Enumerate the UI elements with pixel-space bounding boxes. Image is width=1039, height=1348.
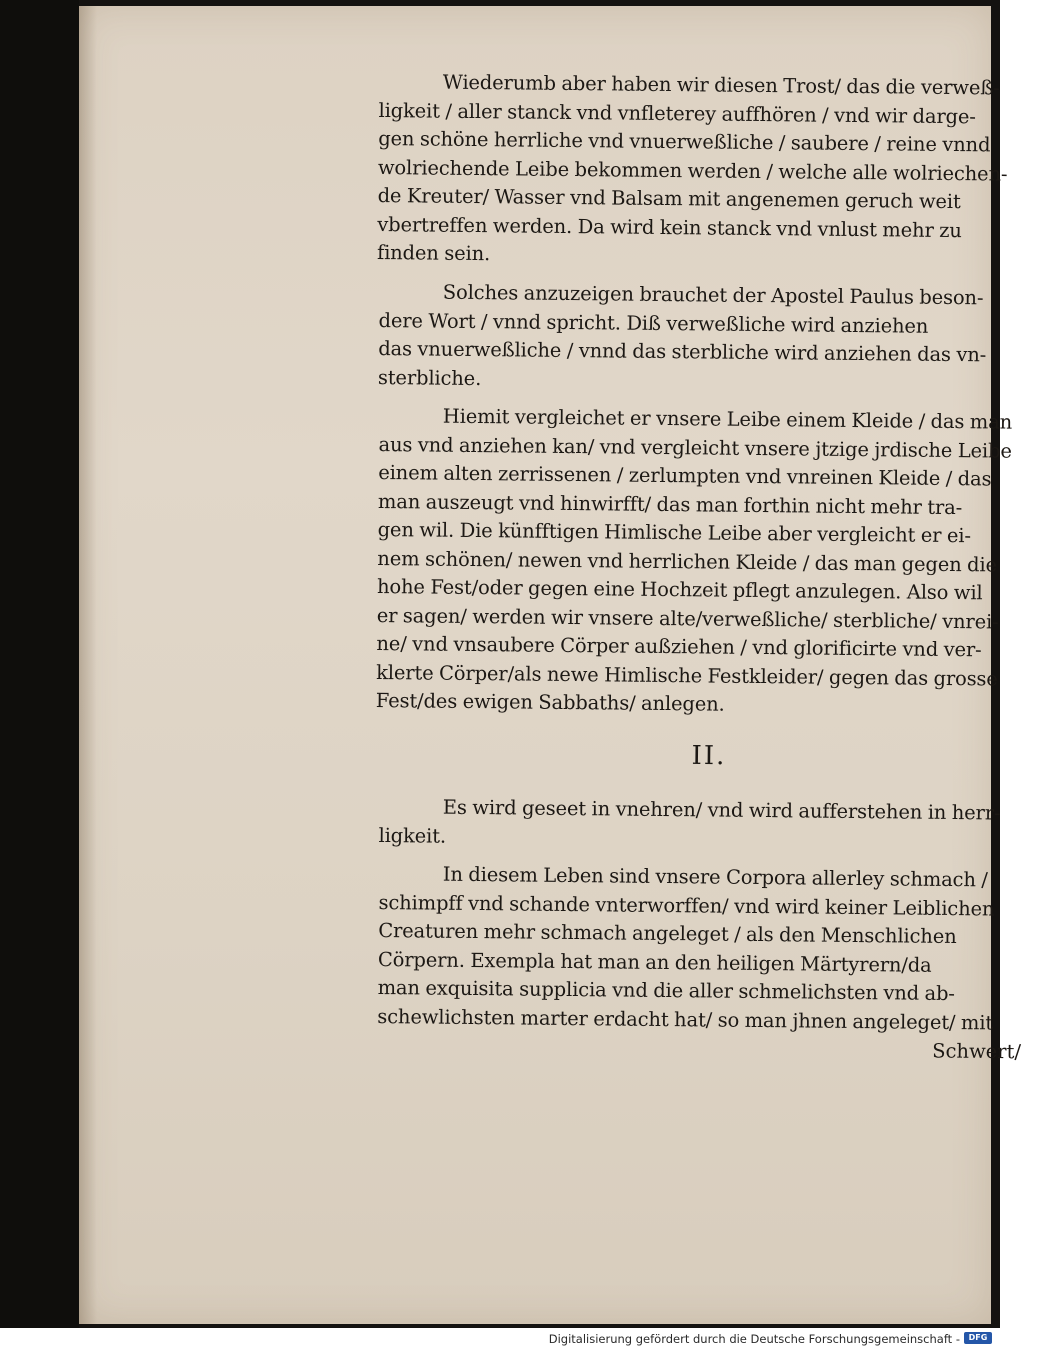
text-line: finden sein.: [376, 240, 491, 266]
section-numeral: II.: [691, 740, 727, 772]
paragraph-1: [377, 68, 1039, 274]
text-line: Hiemit vergleichet er vnsere Leibe einem Kleide / das man: [442, 404, 1013, 434]
text-line: ligkeit / aller stanck vnd vnfleterey auffhören / vnd wir darge-: [378, 98, 976, 128]
text-line: das vnuerweßliche / vnnd das sterbliche wird anziehen das vn-: [378, 336, 987, 366]
text-line: klerte Cörper/als newe Himlische Festkleider/ gegen das grosse: [376, 659, 998, 690]
text-block: [375, 68, 1039, 1064]
text-line: man exquisita supplicia vnd die aller schmelichsten vnd ab-: [377, 975, 955, 1006]
text-line: gen schöne herrliche vnd vnuerweßliche / saubere / reine vnnd: [378, 126, 991, 157]
paragraph-2: [378, 278, 1039, 399]
paragraph-4: [378, 793, 1039, 857]
text-line: einem alten zerrissenen / zerlumpten vnd vnreinen Kleide / das: [378, 460, 992, 490]
text-line: Es wird geseet in vnehren/ vnd wird aufferstehen in herr-: [442, 795, 1001, 825]
text-line: nem schönen/ newen vnd herrlichen Kleide / das man gegen die: [377, 545, 998, 576]
text-line: schimpff vnd schande vnterworffen/ vnd wird keiner Leiblichen: [378, 890, 995, 920]
text-line: hohe Fest/oder gegen eine Hochzeit pflegt anzulegen. Also wil: [376, 574, 983, 604]
text-line: In diesem Leben sind vnsere Corpora allerley schmach /: [442, 862, 988, 892]
text-line: er sagen/ werden wir vnsere alte/verweßliche/ sterbliche/ vnrei-: [376, 602, 999, 633]
text-line: Solches anzuzeigen brauchet der Apostel Paulus beson-: [442, 280, 984, 309]
text-line: vbertreffen werden. Da wird kein stanck vnd vnlust mehr zu: [377, 212, 962, 242]
text-line: gen wil. Die künfftigen Himlische Leibe aber vergleicht er ei-: [377, 517, 971, 547]
scan-left-margin: [0, 0, 79, 1328]
text-line: Fest/des ewigen Sabbaths/ anlegen.: [375, 688, 725, 716]
text-line: man auszeugt vnd hinwirfft/ das man forthin nicht mehr tra-: [377, 488, 963, 519]
text-line: ligkeit.: [378, 823, 447, 848]
text-line: Cörpern. Exempla hat man an den heiligen Märtyrern/da: [377, 947, 932, 977]
text-line: de Kreuter/ Wasser vnd Balsam mit angenemen geruch weit: [377, 183, 961, 214]
text-line: Creaturen mehr schmach angeleget / als den Menschlichen: [378, 918, 957, 949]
paragraph-5: [377, 860, 1039, 1038]
text-line: wolriechende Leibe bekommen werden / welche alle wolriechen-: [377, 155, 1008, 186]
text-line: dere Wort / vnnd spricht. Diß verweßliche wird anziehen: [378, 307, 929, 337]
catchword: Schwert/: [932, 1039, 1022, 1064]
text-line: schewlichsten marter erdacht hat/ so man jhnen angeleget/ mit: [377, 1004, 994, 1034]
text-line: aus vnd anziehen kan/ vnd vergleicht vnsere jtzige jrdische Leibe: [378, 431, 1012, 462]
footer-bar: [0, 1328, 1000, 1348]
book-page: [79, 6, 1022, 1324]
text-line: Wiederumb aber haben wir diesen Trost/ das die verweß-: [442, 70, 1000, 100]
paragraph-3: [376, 402, 1039, 722]
text-line: sterbliche.: [377, 364, 482, 390]
text-line: ne/ vnd vnsaubere Cörper außziehen / vnd glorificirte vnd ver-: [376, 631, 982, 661]
funding-credit: Digitalisierung gefördert durch die Deutsche Forschungsgemeinschaft -: [548, 1332, 960, 1346]
dfg-logo-icon: DFG: [964, 1332, 992, 1344]
